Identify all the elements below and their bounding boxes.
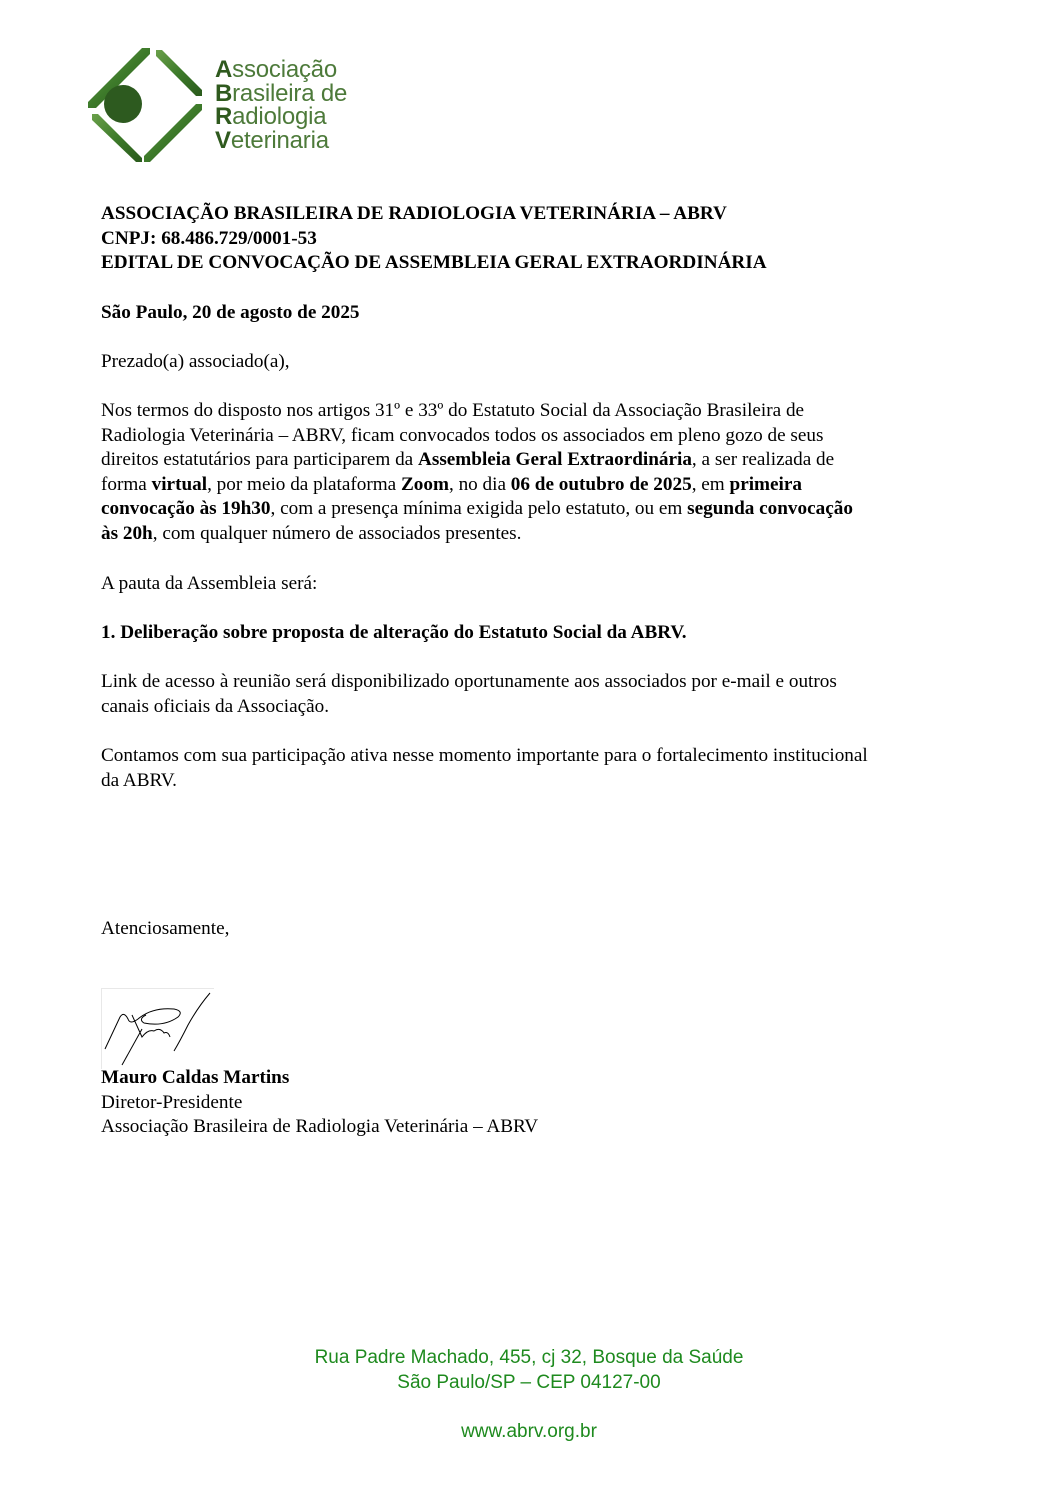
date-line: São Paulo, 20 de agosto de 2025 xyxy=(101,302,360,323)
sign-off: Atenciosamente, xyxy=(101,918,230,939)
abrv-logo xyxy=(84,44,364,166)
greeting: Prezado(a) associado(a), xyxy=(101,351,290,372)
document-header xyxy=(101,202,961,276)
logo-circle xyxy=(104,85,142,123)
org-name: ASSOCIAÇÃO BRASILEIRA DE RADIOLOGIA VETERINÁRIA – ABRV xyxy=(101,203,727,224)
handwritten-signature xyxy=(101,988,214,1069)
closing-paragraph: Contamos com sua participação ativa nesse momento importante para o fortalecimento institucional da ABRV. xyxy=(101,745,868,791)
logo-diamond-icon xyxy=(84,44,206,166)
footer-website-link[interactable]: www.abrv.org.br xyxy=(461,1421,597,1442)
agenda-item: 1. Deliberação sobre proposta de alteração do Estatuto Social da ABRV. xyxy=(101,622,687,643)
logo-wordmark: Associação Brasileira de Radiologia Veterinaria xyxy=(215,56,348,154)
signatory-block xyxy=(101,1066,961,1140)
signatory-name: Mauro Caldas Martins xyxy=(101,1067,290,1088)
agenda-intro: A pauta da Assembleia será: xyxy=(101,573,318,594)
link-paragraph: Link de acesso à reunião será disponibilizado oportunamente aos associados por e-mail e outros canais oficiais da Associação. xyxy=(101,671,837,717)
document-title: EDITAL DE CONVOCAÇÃO DE ASSEMBLEIA GERAL EXTRAORDINÁRIA xyxy=(101,252,767,273)
signatory-org: Associação Brasileira de Radiologia Veterinária – ABRV xyxy=(101,1116,539,1137)
footer-address: Rua Padre Machado, 455, cj 32, Bosque da Saúde São Paulo/SP – CEP 04127-00 xyxy=(314,1347,744,1393)
convocation-paragraph: Nos termos do disposto nos artigos 31º e 33º do Estatuto Social da Associação Brasileira de Radiologia Veterinária – ABRV, ficam convocados todos os associados em pleno gozo de seus direitos estatutários para participarem da Assembleia Geral Extraordinária, a ser realizada de forma virtual, por meio da plataforma Zoom, no dia 06 de outubro de 2025, em primeira convocação às 19h30, com a presença mínima exigida pelo estatuto, ou em segunda convocação às 20h, com qualquer número de associados presentes. xyxy=(101,400,853,544)
signatory-role: Diretor-Presidente xyxy=(101,1091,243,1113)
cnpj: CNPJ: 68.486.729/0001-53 xyxy=(101,227,317,249)
